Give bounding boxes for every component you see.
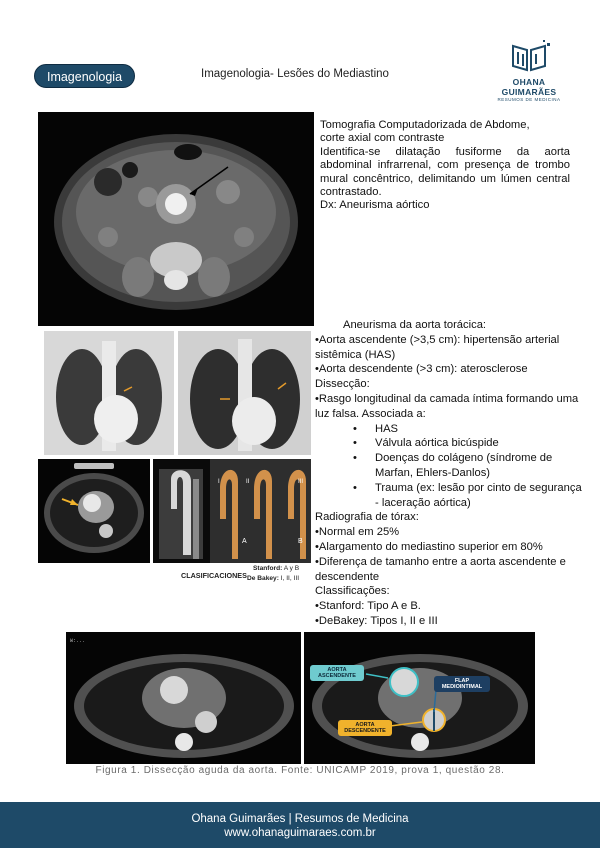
book-logo-icon [505,40,553,74]
model-label-b: B [298,538,303,545]
thoracic-title: Aneurisma da aorta torácica: [343,319,487,331]
ct-dissection-annotated [304,632,535,764]
debakey-label: De Bakey: [247,575,279,582]
page-title: Imagenologia- Lesões do Mediastino [201,68,389,80]
ct-dissection-plain [66,632,301,764]
footer [0,802,600,848]
xray-heading: Radiografia de tórax: [315,511,419,524]
classification-heading: Classificações: [315,585,390,598]
thoracic-item: •Rasgo longitudinal da camada íntima formando uma luz falsa. Associada a: [315,392,579,420]
logo-subtitle: RESUMOS DE MEDICINA [497,97,561,102]
model-label-3: III [298,479,304,485]
classification-item: •Stanford: Tipo A e B. [315,600,421,613]
section-badge: Imagenologia [34,64,135,88]
logo-name: OHANA GUIMARÃES [501,77,557,97]
label-flap-mediointimal: FLAP MEDIOINTIMAL [434,676,490,692]
thoracic-aneurysm-block [315,318,585,629]
model-label-1: I [218,479,220,485]
stanford-label: Stanford: [253,565,283,572]
xray-item: •Normal em 25% [315,526,400,539]
footer-url[interactable]: www.ohanaguimaraes.com.br [224,827,376,839]
model-label-2: II [246,479,250,485]
thoracic-item: •Aorta descendente (>3 cm): aterosclerose [315,363,528,376]
figure-caption: Figura 1. Dissecção aguda da aorta. Fonte: UNICAMP 2019, prova 1, questão 28. [95,765,505,776]
label-aorta-ascendente: AORTA ASCENDENTE [310,665,364,681]
ct-title-line1: Tomografia Computadorizada de Abdome, [320,119,530,131]
label-aorta-descendente: AORTA DESCENDENTE [338,720,392,736]
list-item: • HAS [315,422,585,437]
list-item: • Trauma (ex: lesão por cinto de segurança - laceração aórtica) [315,481,585,511]
ct-description: Identifica-se dilatação fusiforme da aorta abdominal infrarrenal, com presença de trombo mural concêntrico, delimitando um lúmen central contrastado. [320,145,570,199]
debakey-caption [247,575,299,582]
svg-text:W:...: W:... [70,638,86,644]
ct-chest-small [38,459,150,563]
chest-xray-2 [178,331,311,455]
stanford-caption [253,565,299,572]
aorta-classification-models [210,459,311,563]
ct-title-line2: corte axial com contraste [320,132,445,145]
xray-item: •Alargamento do mediastino superior em 80% [315,540,543,553]
ct-description-block [320,119,570,213]
xray-item: •Diferença de tamanho entre a aorta ascendente e descendente [315,555,566,583]
ct-sagittal [153,459,210,563]
brand-logo [486,40,572,102]
thoracic-item: Dissecção: [315,378,370,391]
stanford-value: A y B [283,565,300,572]
debakey-value: I, II, III [280,575,300,582]
classification-item: •DeBakey: Tipos I, II e III [315,614,438,627]
dissection-causes-list [315,422,585,511]
chest-xray-1 [44,331,174,455]
footer-title: Ohana Guimarães | Resumos de Medicina [191,813,409,825]
thoracic-item: •Aorta ascendente (>3,5 cm): hipertensão arterial sistêmica (HAS) [315,333,560,361]
classification-caption [181,563,308,587]
classification-label: CLASIFICACIONES [181,571,247,580]
list-item: • Válvula aórtica bicúspide [315,436,585,451]
model-label-a: A [242,538,247,545]
ct-abdomen-image [38,112,314,326]
ct-diagnosis: Dx: Aneurisma aórtico [320,199,430,212]
list-item: • Doenças do colágeno (síndrome de Marfan, Ehlers-Danlos) [315,451,585,481]
